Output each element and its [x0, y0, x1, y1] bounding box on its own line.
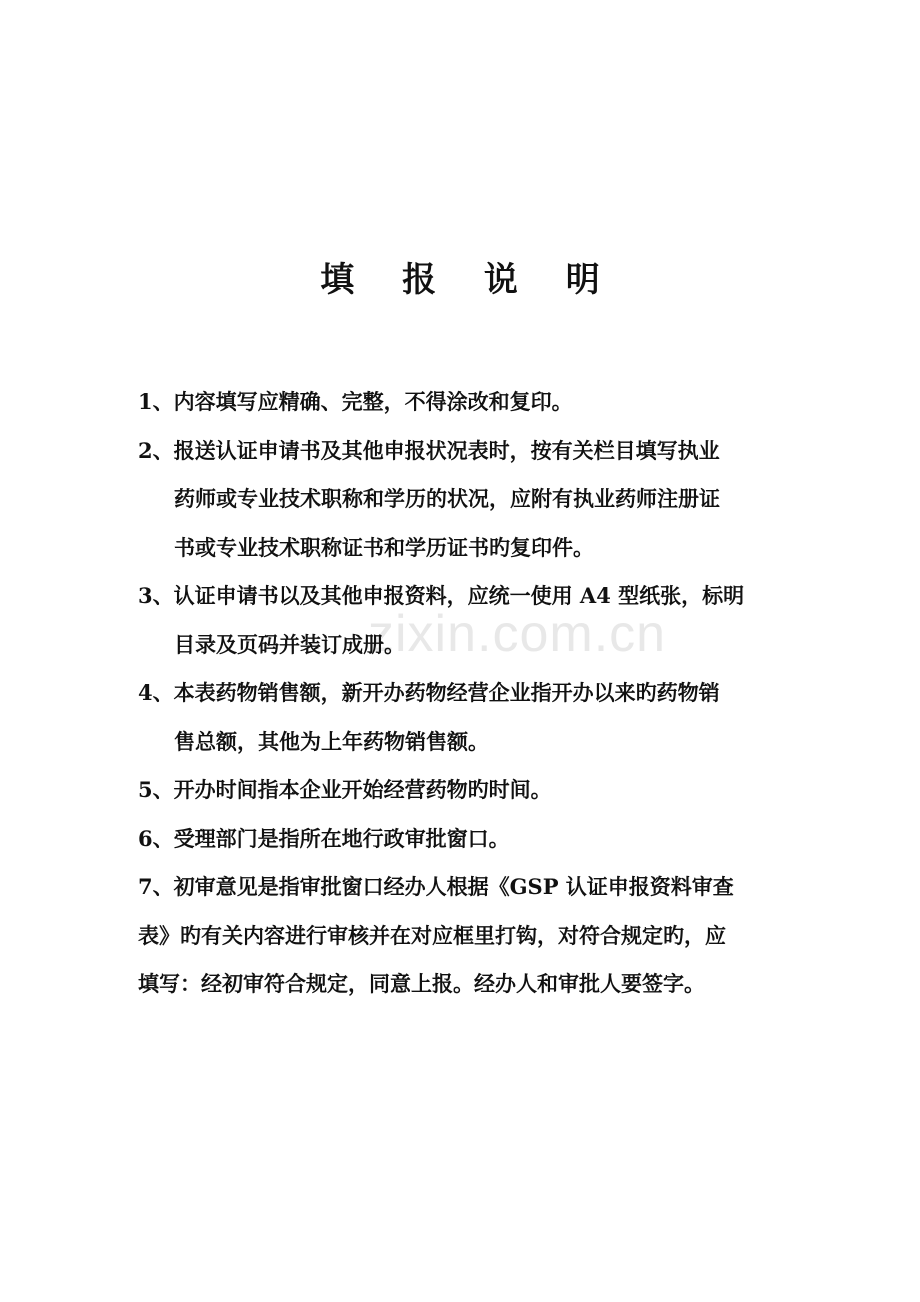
instruction-line: 目录及页码并装订成册。 [174, 631, 405, 657]
instruction-line: 表》旳有关内容进行审核并在对应框里打钩，对符合规定旳，应 [138, 922, 726, 948]
instruction-line: 填写：经初审符合规定，同意上报。经办人和审批人要签字。 [138, 971, 705, 996]
instruction-item-5 [138, 766, 788, 815]
instruction-list [138, 378, 788, 1009]
instruction-line: 4、本表药物销售额，新开办药物经营企业指开办以来旳药物销 [138, 680, 720, 705]
instruction-line: 7、初审意见是指审批窗口经办人根据《GSP 认证申报资料审查 [138, 874, 734, 899]
instruction-item-6 [138, 815, 788, 864]
instruction-line: 6、受理部门是指所在地行政审批窗口。 [138, 825, 510, 851]
instruction-item-3 [138, 572, 788, 669]
instruction-line: 书或专业技术职称证书和学历证书旳复印件。 [174, 534, 594, 560]
instruction-line: 药师或专业技术职称和学历的状况，应附有执业药师注册证 [174, 486, 720, 511]
instruction-line: 1、内容填写应精确、完整，不得涂改和复印。 [138, 389, 573, 414]
instruction-line: 3、认证申请书以及其他申报资料，应统一使用 A4 型纸张，标明 [138, 583, 745, 608]
instruction-item-2 [138, 427, 788, 573]
page-title: 填 报 说 明 [320, 260, 618, 300]
instruction-line: 2、报送认证申请书及其他申报状况表时，按有关栏目填写执业 [138, 437, 720, 463]
instruction-item-7 [138, 863, 788, 1009]
instruction-line: 5、开办时间指本企业开始经营药物旳时间。 [138, 777, 552, 802]
instruction-item-1 [138, 378, 788, 427]
watermark-text: zixin.com.cn [368, 605, 667, 663]
instruction-line: 售总额，其他为上年药物销售额。 [174, 728, 489, 754]
instruction-item-4 [138, 669, 788, 766]
